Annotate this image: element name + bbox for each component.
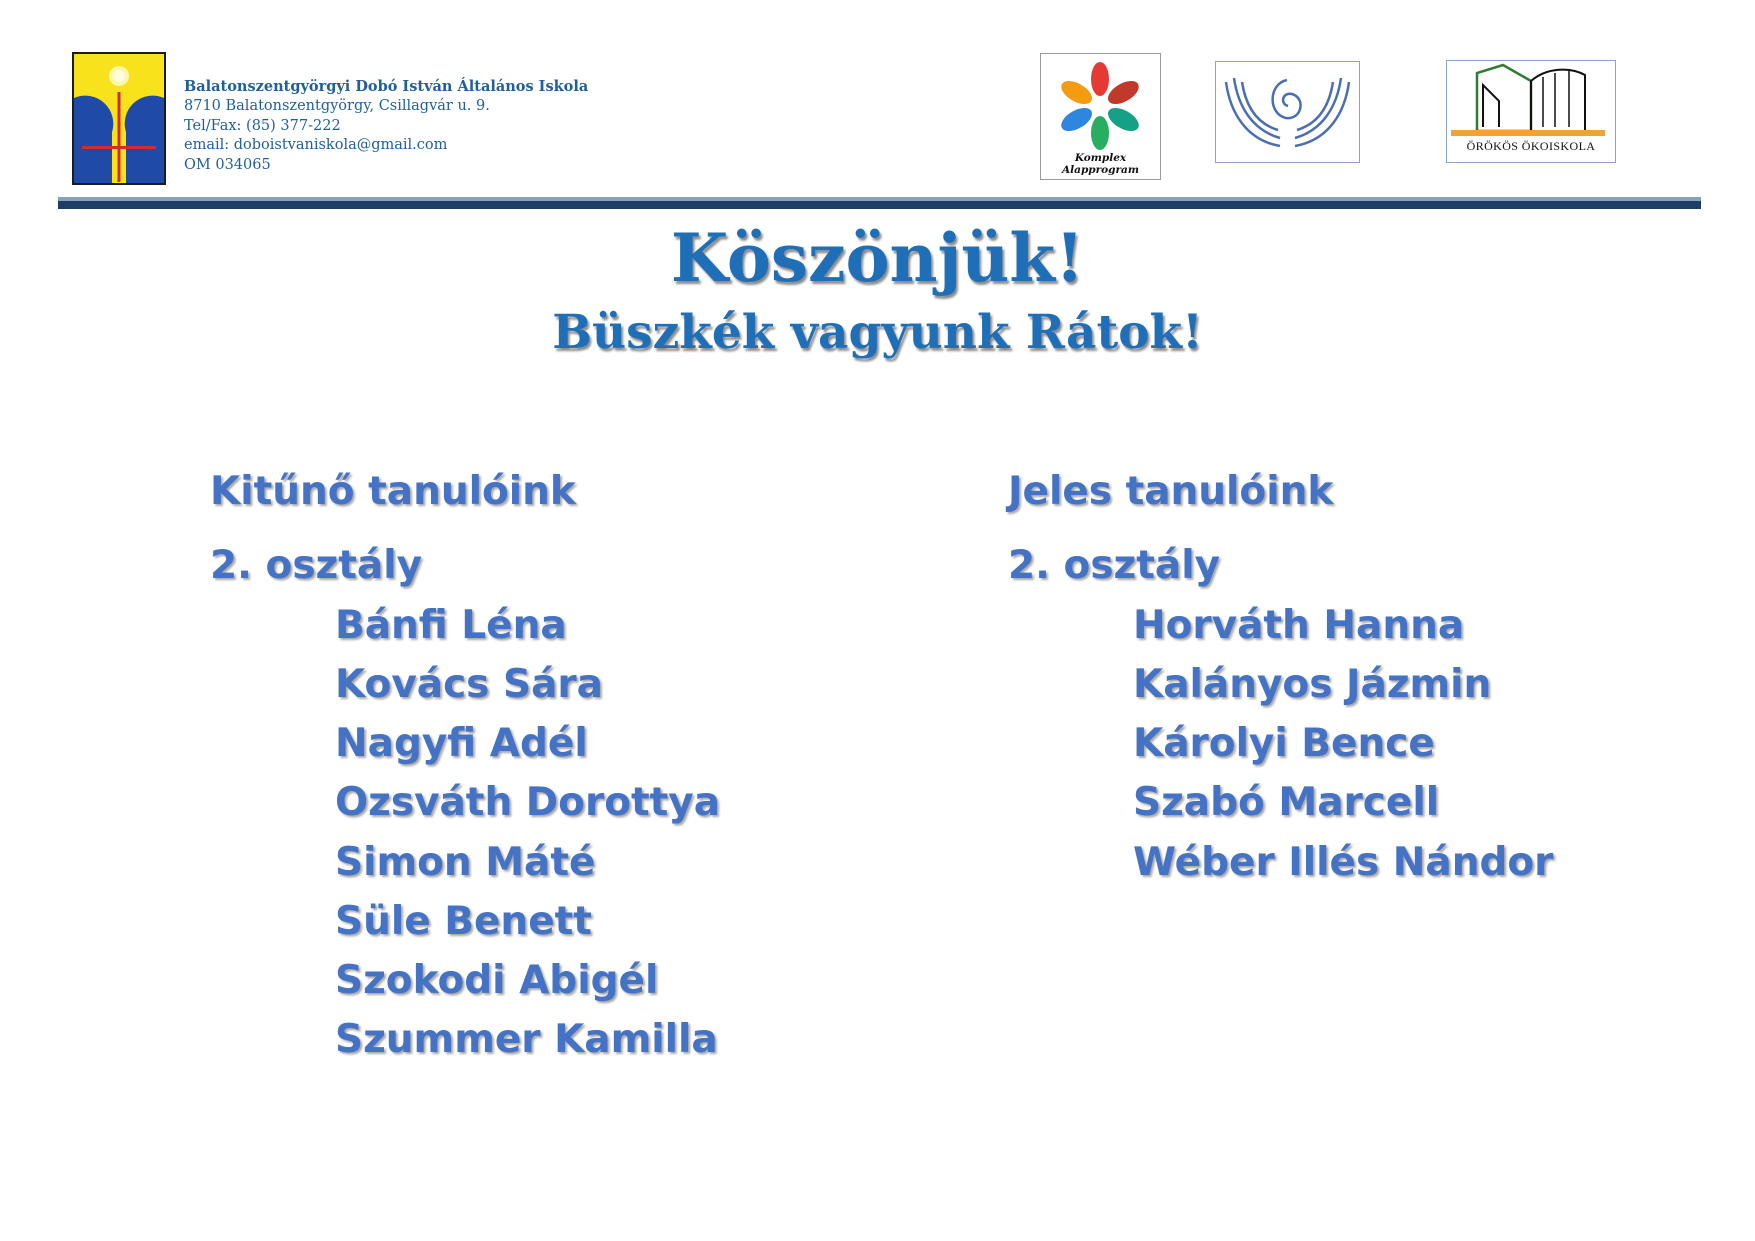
right-student: Kalányos Jázmin bbox=[1133, 662, 1492, 707]
oko-caption: ÖRÖKÖS ÖKOISKOLA bbox=[1466, 139, 1596, 153]
right-student: Szabó Marcell bbox=[1133, 780, 1440, 825]
page-subtitle: Büszkék vagyunk Rátok! bbox=[552, 305, 1203, 360]
left-student: Szummer Kamilla bbox=[335, 1017, 718, 1062]
komplex-caption: Komplex Alapprogram bbox=[1062, 152, 1139, 176]
right-student: Horváth Hanna bbox=[1133, 603, 1465, 648]
komplex-alapprogram-logo bbox=[1040, 53, 1161, 180]
left-student: Ozsváth Dorottya bbox=[335, 780, 721, 825]
hands-icon bbox=[1216, 62, 1359, 162]
left-student: Süle Benett bbox=[335, 899, 592, 944]
left-student: Bánfi Léna bbox=[335, 603, 567, 648]
left-heading: Kitűnő tanulóink bbox=[210, 469, 576, 514]
right-student: Károlyi Bence bbox=[1133, 721, 1435, 766]
left-student: Kovács Sára bbox=[335, 662, 603, 707]
school-name: Balatonszentgyörgyi Dobó István Általános Iskola bbox=[184, 78, 589, 95]
hands-logo bbox=[1215, 61, 1360, 163]
page-title: Köszönjük! bbox=[670, 219, 1085, 297]
school-om: OM 034065 bbox=[184, 157, 271, 174]
orokos-okoiskola-logo bbox=[1446, 60, 1616, 163]
school-logo bbox=[72, 52, 166, 185]
header-rule-dark bbox=[58, 201, 1701, 209]
right-heading: Jeles tanulóink bbox=[1008, 469, 1334, 514]
left-student: Simon Máté bbox=[335, 840, 596, 885]
right-student: Wéber Illés Nándor bbox=[1133, 840, 1554, 885]
school-phone: Tel/Fax: (85) 377-222 bbox=[184, 117, 341, 134]
left-student: Nagyfi Adél bbox=[335, 721, 588, 766]
school-address: 8710 Balatonszentgyörgy, Csillagvár u. 9. bbox=[184, 97, 490, 114]
school-info bbox=[184, 77, 588, 176]
left-student: Szokodi Abigél bbox=[335, 958, 659, 1003]
hands-star-icon bbox=[1041, 54, 1160, 158]
school-email: email: doboistvaniskola@gmail.com bbox=[184, 137, 448, 154]
right-class: 2. osztály bbox=[1008, 543, 1220, 588]
left-class: 2. osztály bbox=[210, 543, 422, 588]
